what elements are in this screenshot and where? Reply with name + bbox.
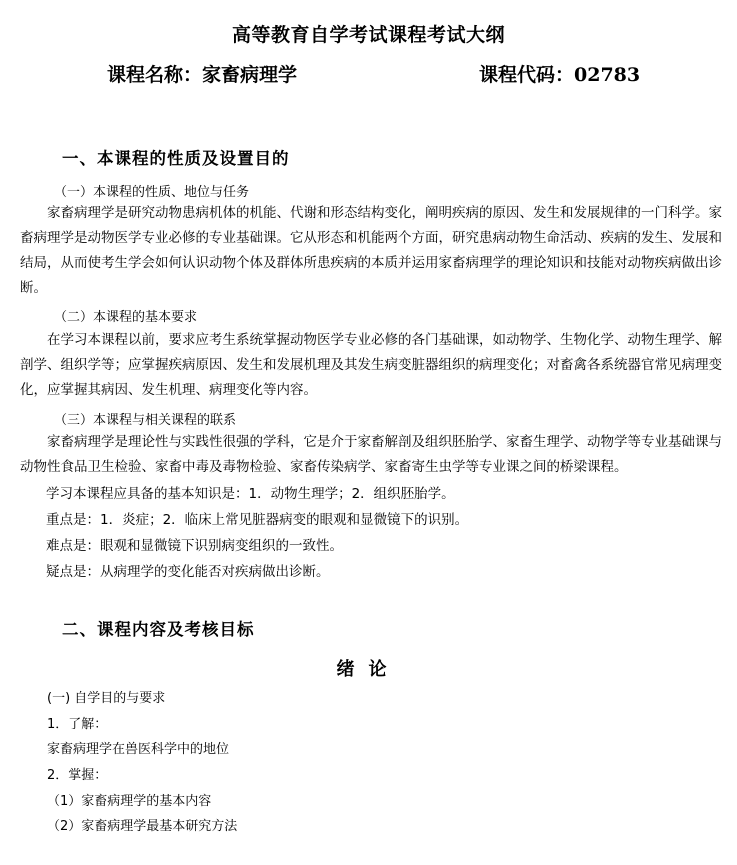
difficulties-line: 难点是：眼观和显微镜下识别病变组织的一致性。: [46, 538, 343, 554]
course-code: 课程代码：02783: [479, 64, 641, 86]
section-1-heading: 一、本课程的性质及设置目的: [62, 149, 290, 168]
doubts-line: 疑点是：从病理学的变化能否对疾病做出诊断。: [46, 564, 330, 580]
understand-item: 家畜病理学在兽医科学中的地位: [47, 742, 230, 757]
section-2-heading: 二、课程内容及考核目标: [62, 620, 255, 639]
subsection-2-paragraph: 在学习本课程以前，要求应考生系统掌握动物医学专业必修的各门基础课，如动物学、生物化学、动物生理学、解剖学、组织学等；应掌握疾病原因、发生和发展机理及其发生病变脏器组织的病理变化；对畜禽各系统器官常见病理变化，应掌握其病因、发生机理、病理变化等内容。: [20, 332, 722, 398]
subsection-2-heading: （二）本课程的基本要求: [54, 310, 198, 325]
subsection-1-paragraph: 家畜病理学是研究动物患病机体的机能、代谢和形态结构变化，阐明疾病的原因、发生和发展规律的一门科学。家畜病理学是动物医学专业必修的专业基础课。它从形态和机能两个方面，研究患病动物生命活动、疾病的发生、发展和结局，从而使考生学会如何认识动物个体及群体所患疾病的本质并运用家畜病理学的理论知识和技能对动物疾病做出诊断。: [20, 205, 722, 296]
document-title: 高等教育自学考试课程考试大纲: [231, 24, 505, 46]
master-label: 2．掌握：: [47, 768, 108, 783]
study-purpose-heading: (一) 自学目的与要求: [47, 691, 166, 706]
subsection-3-heading: （三）本课程与相关课程的联系: [54, 413, 237, 428]
course-name: 课程名称：家畜病理学: [107, 64, 298, 86]
master-item-2: （2）家畜病理学最基本研究方法: [47, 819, 238, 834]
subsection-3-paragraph: 家畜病理学是理论性与实践性很强的学科，它是介于家畜解剖及组织胚胎学、家畜生理学、动物学等专业基础课与动物性食品卫生检验、家畜中毒及毒物检验、家畜传染病学、家畜寄生虫学等专业课之间的桥梁课程。: [20, 434, 722, 475]
understand-label: 1．了解：: [47, 717, 108, 732]
subsection-1-heading: （一）本课程的性质、地位与任务: [54, 185, 250, 200]
basic-knowledge-line: 学习本课程应具备的基本知识是：1．动物生理学；2．组织胚胎学。: [46, 486, 455, 502]
key-points-line: 重点是：1．炎症；2．临床上常见脏器病变的眼观和显微镜下的识别。: [46, 512, 469, 528]
master-item-1: （1）家畜病理学的基本内容: [47, 794, 212, 809]
chapter-title: 绪论: [336, 659, 401, 680]
